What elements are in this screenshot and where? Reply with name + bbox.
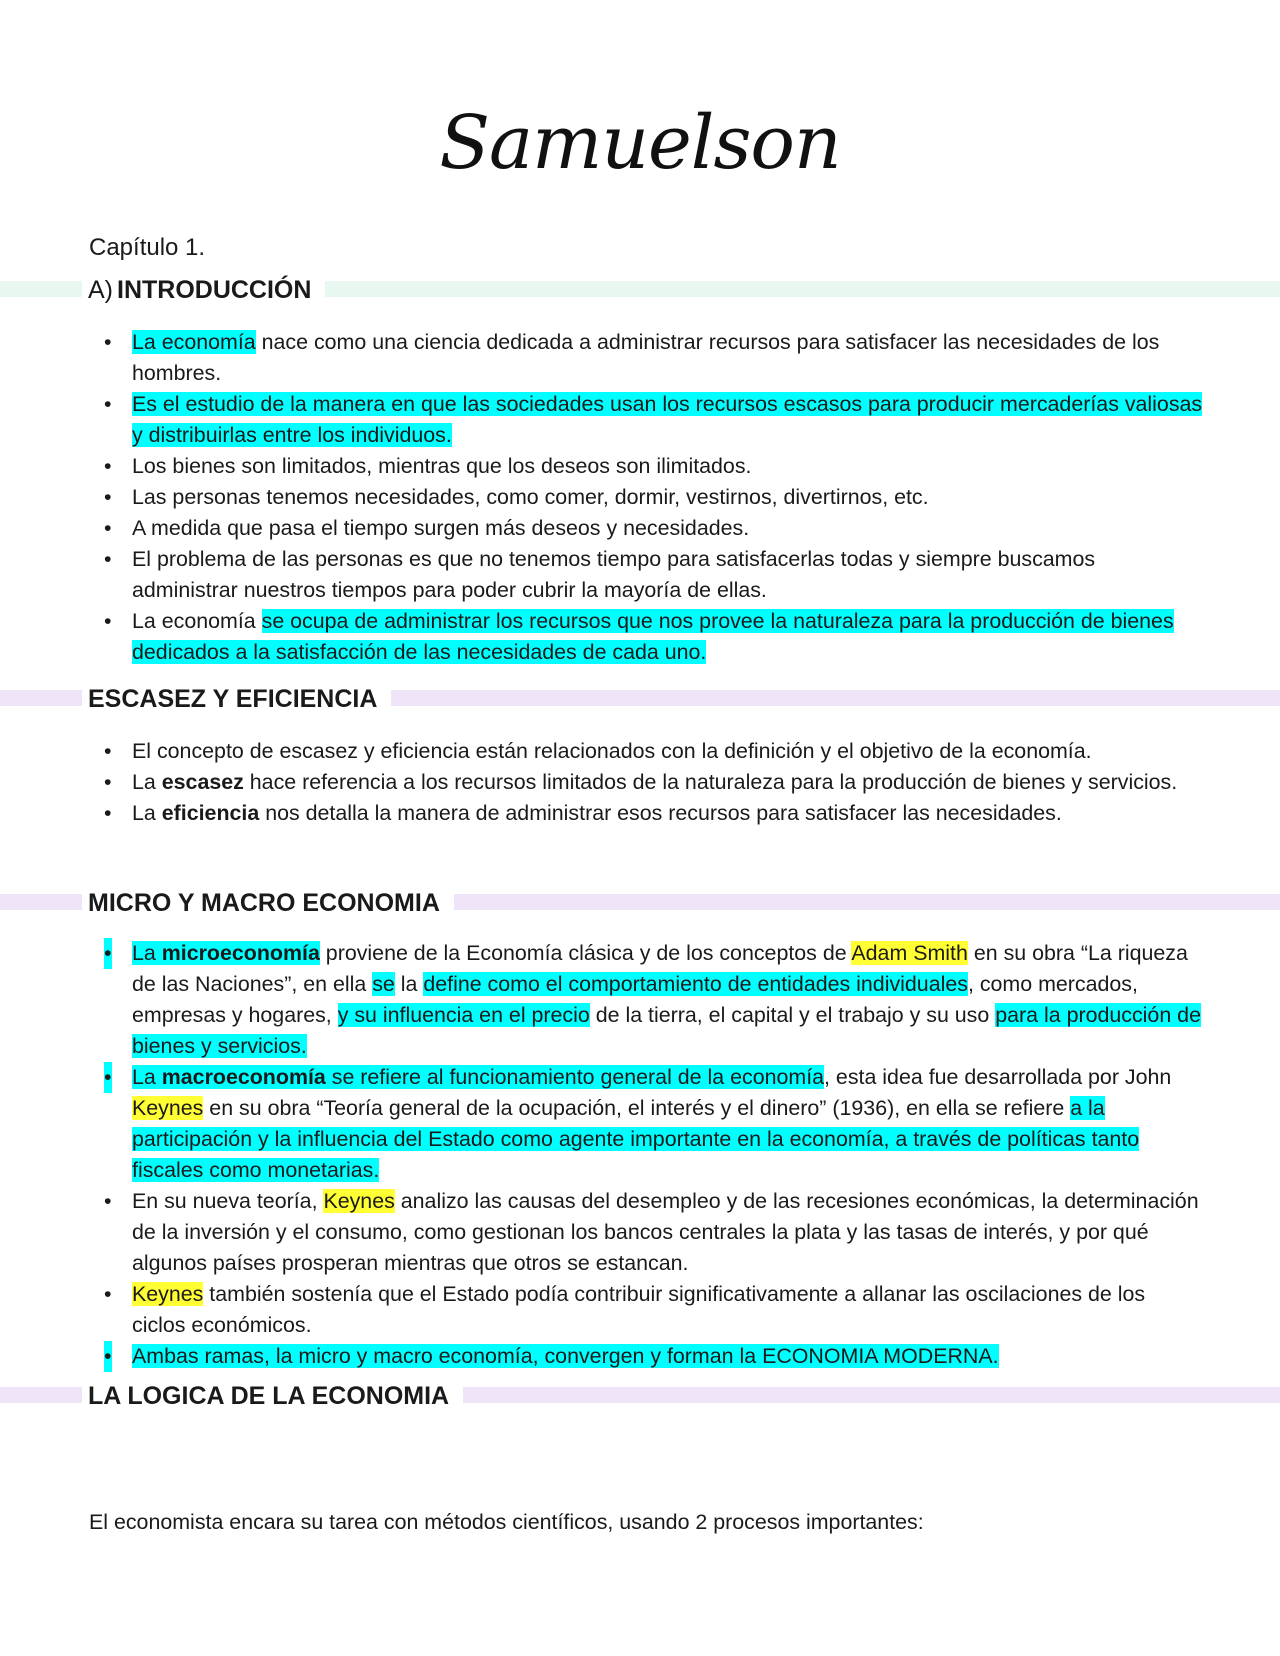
escasez-bullet-list xyxy=(104,736,1204,829)
highlight-text: para la producción de bienes y servicios. xyxy=(132,1003,1201,1058)
bullet-icon: • xyxy=(104,770,112,794)
list-item-text: en su obra “Teoría general de la ocupación, el interés y el dinero” (1936), en ella se refiere xyxy=(203,1096,1071,1120)
chapter-label: Capítulo 1. xyxy=(89,234,206,261)
section-prefix: A) xyxy=(88,276,113,304)
bold-term: escasez xyxy=(161,770,244,794)
bullet-icon: • xyxy=(104,1189,112,1213)
highlight-text: se xyxy=(372,972,395,996)
list-item-text: La xyxy=(132,770,162,794)
bullet-icon: • xyxy=(104,485,112,509)
intro-bullet-list xyxy=(104,327,1204,668)
list-item xyxy=(104,327,1204,389)
yellow-highlight-text: Keynes xyxy=(132,1282,204,1306)
highlight-text: y su influencia en el precio xyxy=(337,1003,590,1027)
list-item-text: proviene de la Economía clásica y de los conceptos de xyxy=(319,941,852,965)
list-item-text: nos detalla la manera de administrar esos recursos para satisfacer las necesidades. xyxy=(259,801,1062,825)
bold-term: eficiencia xyxy=(161,801,260,825)
highlight-text: Ambas ramas, la micro y macro economía, convergen y forman la ECONOMIA MODERNA. xyxy=(132,1344,999,1368)
list-item-text: analizo las causas del desempleo y de las recesiones económicas, la determinación de la inversión y el consumo, como gestionan los bancos centrales la plata y las tasas de interés, y por qué algunos países prosperan mientras que otros se estancan. xyxy=(132,1189,1199,1275)
list-item-text: hace referencia a los recursos limitados de la naturaleza para la producción de bienes y servicios. xyxy=(243,770,1178,794)
list-item xyxy=(104,736,1204,767)
section-heading-logica: LA LOGICA DE LA ECONOMIA xyxy=(82,1379,463,1413)
bullet-icon: • xyxy=(104,801,112,825)
section-heading-text: INTRODUCCIÓN xyxy=(117,276,312,304)
highlight-text: define como el comportamiento de entidades individuales xyxy=(423,972,968,996)
list-item-text: La economía xyxy=(132,609,262,633)
bullet-icon: • xyxy=(104,454,112,478)
list-item xyxy=(104,451,1204,482)
highlight-text: a la participación y la influencia del Estado como agente importante en la economía, a través de políticas tanto fiscales como monetarias. xyxy=(132,1096,1140,1182)
bullet-icon: • xyxy=(104,392,112,416)
bullet-icon: • xyxy=(104,1341,112,1372)
list-item xyxy=(104,606,1204,668)
list-item xyxy=(104,1062,1204,1186)
list-item-text: En su nueva teoría, xyxy=(132,1189,324,1213)
yellow-highlight-text: Adam Smith xyxy=(851,941,968,965)
highlight-text: se refiere al funcionamiento general de la economía xyxy=(325,1065,825,1089)
document-title: Samuelson xyxy=(439,100,841,186)
list-item xyxy=(104,389,1204,451)
list-item-text: Las personas tenemos necesidades, como comer, dormir, vestirnos, divertirnos, etc. xyxy=(132,485,929,509)
list-item-text: la xyxy=(394,972,424,996)
list-item xyxy=(104,513,1204,544)
list-item-text: , como mercados, empresas y hogares, xyxy=(132,972,1138,1027)
list-item xyxy=(104,1186,1204,1279)
list-item xyxy=(104,938,1204,1062)
highlight-text: La xyxy=(132,1065,162,1089)
list-item-text: nace como una ciencia dedicada a administrar recursos para satisfacer las necesidades de los hombres. xyxy=(132,330,1160,385)
list-item-text: La xyxy=(132,801,162,825)
highlight-text: La economía xyxy=(132,330,256,354)
section-heading-micro-macro: MICRO Y MACRO ECONOMIA xyxy=(82,886,454,920)
list-item xyxy=(104,544,1204,606)
micro-macro-bullet-list xyxy=(104,938,1204,1372)
bullet-icon: • xyxy=(104,1282,112,1306)
bold-term: macroeconomía xyxy=(161,1065,326,1089)
list-item xyxy=(104,1341,1204,1372)
list-item-text: Los bienes son limitados, mientras que los deseos son ilimitados. xyxy=(132,454,752,478)
bullet-icon: • xyxy=(104,516,112,540)
list-item xyxy=(104,1279,1204,1341)
list-item-text: El concepto de escasez y eficiencia están relacionados con la definición y el objetivo de la economía. xyxy=(132,739,1092,763)
list-item xyxy=(104,482,1204,513)
bullet-icon: • xyxy=(104,938,112,969)
list-item-text: , esta idea fue desarrollada por John xyxy=(824,1065,1172,1089)
list-item-text: en su obra “La riqueza de las Naciones”, en ella xyxy=(132,941,1188,996)
list-item xyxy=(104,767,1204,798)
highlight-text: se ocupa de administrar los recursos que nos provee la naturaleza para la producción de bienes dedicados a la satisfacción de las necesidades de cada uno. xyxy=(132,609,1174,664)
paragraph-text: El economista encara su tarea con métodos científicos, usando 2 procesos importantes: xyxy=(89,1510,924,1534)
bullet-icon: • xyxy=(104,547,112,571)
list-item xyxy=(104,798,1204,829)
bullet-icon: • xyxy=(104,609,112,633)
section-heading-escasez: ESCASEZ Y EFICIENCIA xyxy=(82,682,391,716)
list-item-text: El problema de las personas es que no tenemos tiempo para satisfacerlas todas y siempre buscamos administrar nuestros tiempos para poder cubrir la mayoría de ellas. xyxy=(132,547,1096,602)
yellow-highlight-text: Keynes xyxy=(132,1096,204,1120)
bold-term: microeconomía xyxy=(161,941,320,965)
list-item-text: A medida que pasa el tiempo surgen más deseos y necesidades. xyxy=(132,516,750,540)
list-item-text: de la tierra, el capital y el trabajo y su uso xyxy=(589,1003,996,1027)
bullet-icon: • xyxy=(104,1062,112,1093)
section-heading-introduccion xyxy=(82,273,325,307)
bullet-icon: • xyxy=(104,739,112,763)
bullet-icon: • xyxy=(104,330,112,354)
yellow-highlight-text: Keynes xyxy=(323,1189,395,1213)
highlight-text: Es el estudio de la manera en que las sociedades usan los recursos escasos para producir mercaderías valiosas y distribuirlas entre los individuos. xyxy=(132,392,1203,447)
list-item-text: también sostenía que el Estado podía contribuir significativamente a allanar las oscilaciones de los ciclos económicos. xyxy=(132,1282,1146,1337)
highlight-text: La xyxy=(132,941,162,965)
